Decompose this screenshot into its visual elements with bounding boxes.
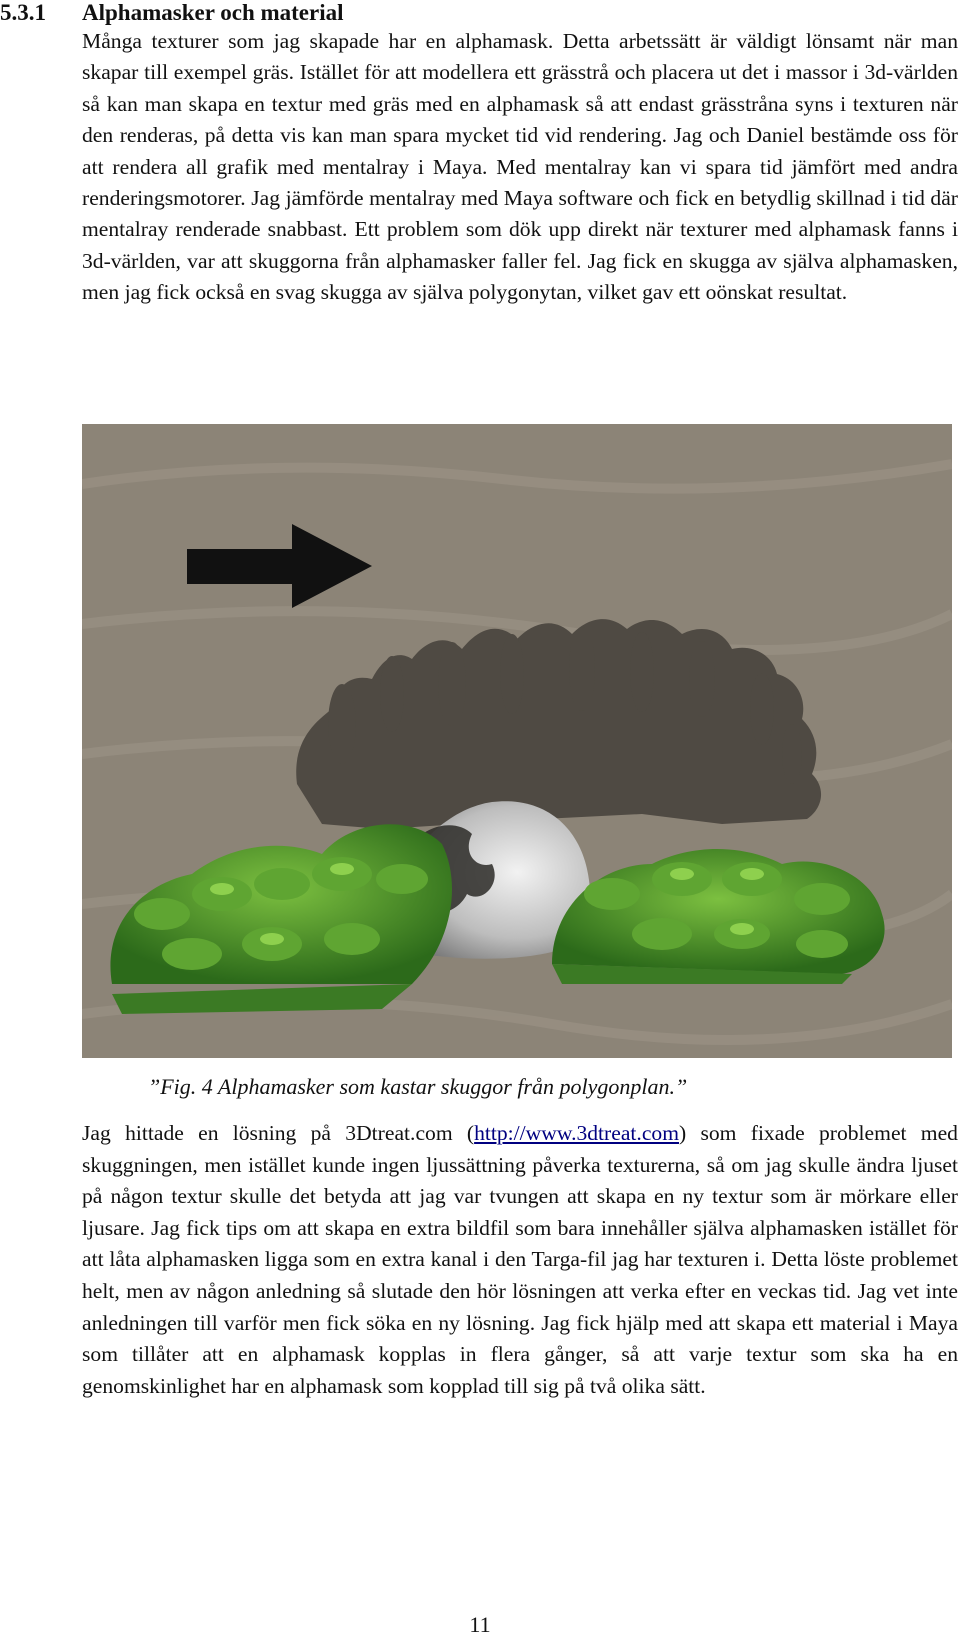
paragraph-2 [82,1118,958,1402]
paragraph-2-rest: ) som fixade problemet med skuggningen, men istället kunde ingen ljussättning påverka texturerna, så om jag skulle ändra ljuset på någon textur skulle det betyda att jag var tvungen att skapa en ny textur som är mörkare eller ljusare. Jag fick tips om att skapa en extra bildfil som bara innehåller själva alphamasken istället för att låta alphamasken ligga som en extra kanal i den Targa-fil jag har texturen i. Detta löste problemet helt, men av någon anledning så slutade den hör lösningen att verka efter en veckas tid. Jag vet inte anledningen till varför men fick söka en ny lösning. Jag fick hjälp med att skapa ett material i Maya som tillåter att en alphamask kopplas in flera gånger, så att varje textur som ska ha en genomskinlighet har en alphamask som kopplad till sig på två olika sätt. [82,1121,958,1398]
render-illustration [82,424,952,1058]
3dtreat-link[interactable]: http://www.3dtreat.com [474,1121,679,1145]
section-heading [0,0,940,26]
paragraph-1: Många texturer som jag skapade har en alphamask. Detta arbetssätt är väldigt lönsamt när man skapar till exempel gräs. Istället för att modellera ett grässtrå och placera ut det i massor i 3d-världen så kan man skapa en textur med gräs med en alphamask så att endast grässtråna syns i texturen när den renderas, på detta vis kan man spara mycket tid vid rendering. Jag och Daniel bestämde oss för att rendera all grafik med mentalray i Maya. Med mentalray kan vi spara tid jämfört med andra renderingsmotorer. Jag jämförde mentalray med Maya software och fick en betydlig skillnad i tid där mentalray renderade snabbast. Ett problem som dök upp direkt när texturer med alphamask fanns i 3d-världen, var att skuggorna från alphamasker faller fel. Jag fick en skugga av själva alphamasken, men jag fick också en svag skugga av själva polygonytan, vilket gav ett oönskat resultat. [82,29,958,305]
section-number: 5.3.1 [0,0,46,25]
paragraph-2-start: Jag hittade en lösning på 3Dtreat.com ( [82,1121,475,1145]
figure-render [82,424,952,1058]
section-title: Alphamasker och material [82,0,344,25]
page-number: 11 [469,1612,491,1637]
figure-caption: ”Fig. 4 Alphamasker som kastar skuggor från polygonplan.” [148,1074,688,1099]
